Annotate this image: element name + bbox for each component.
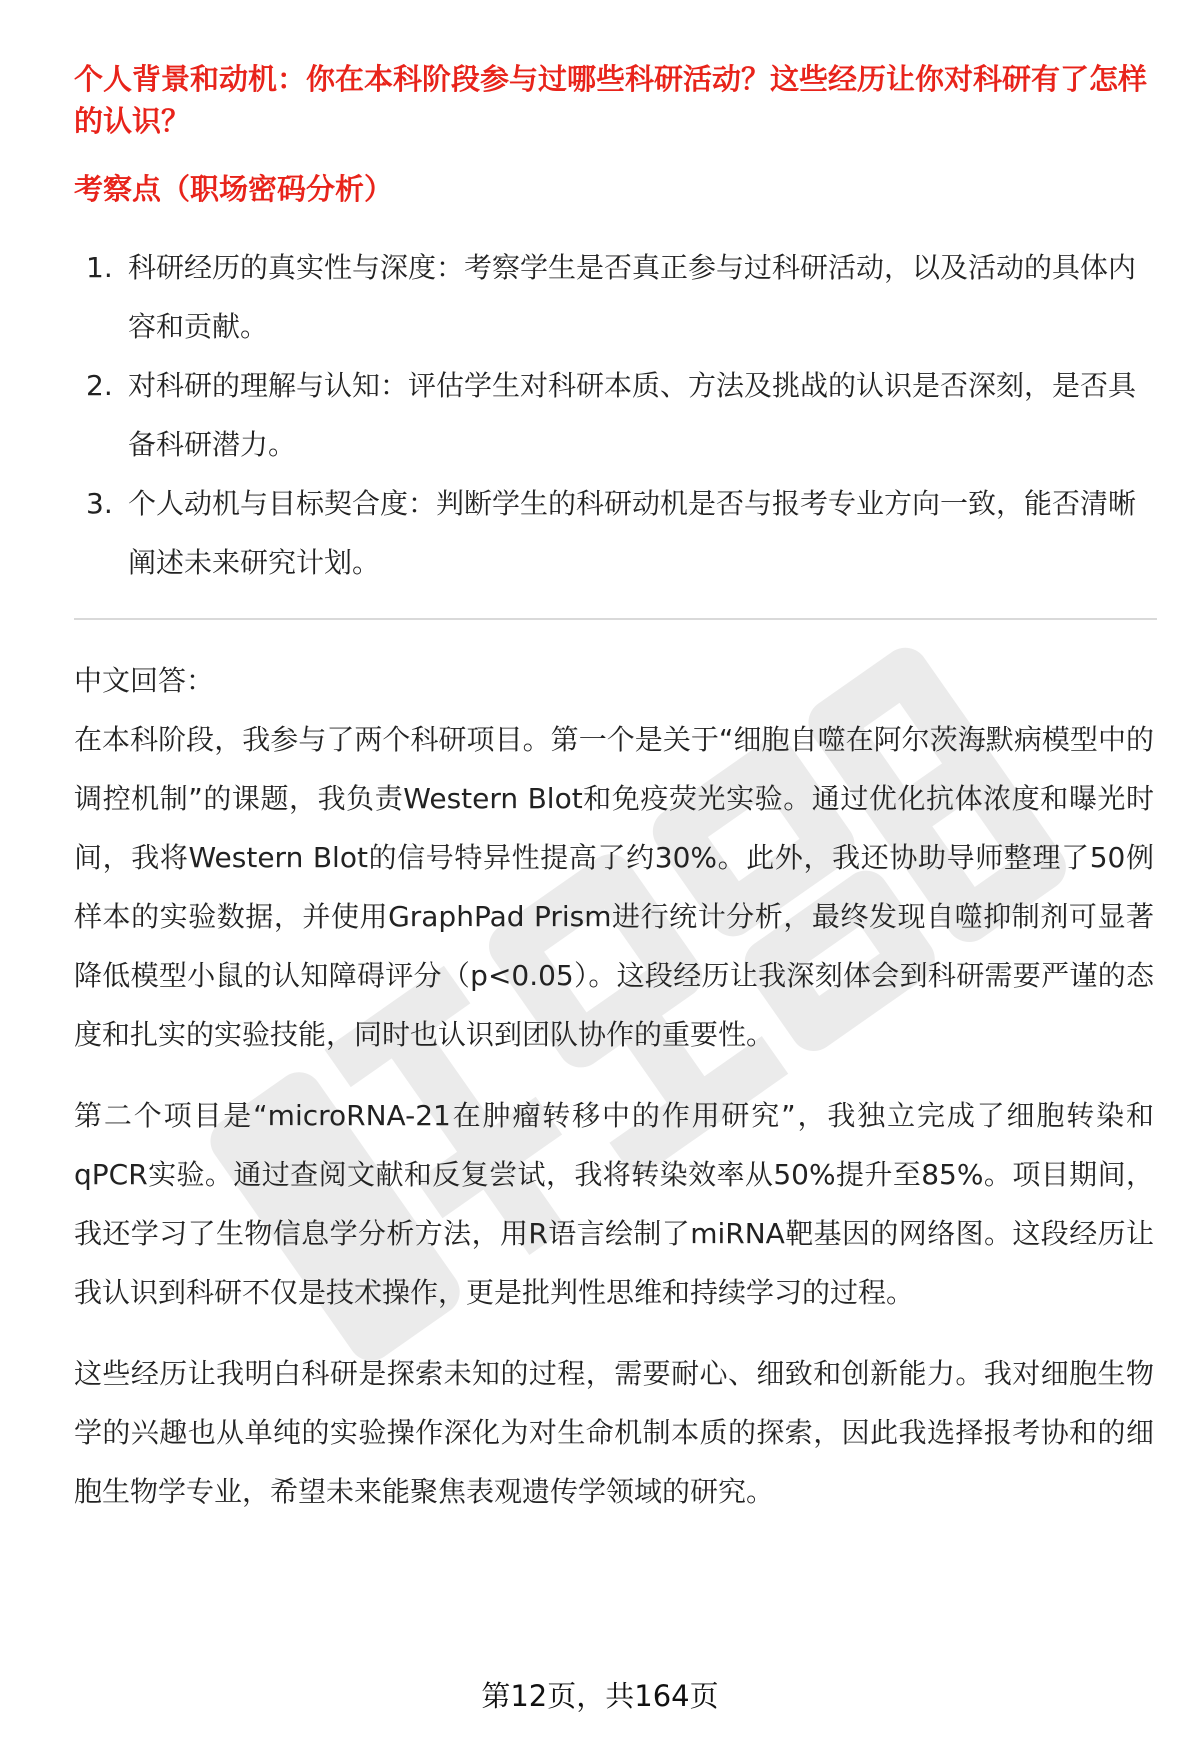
list-item-text: 对科研的理解与认知：评估学生对科研本质、方法及挑战的认识是否深刻，是否具备科研潜力。	[128, 369, 1137, 461]
list-item	[74, 238, 1154, 356]
question-heading: 个人背景和动机：你在本科阶段参与过哪些科研活动？这些经历让你对科研有了怎样的认识？	[74, 62, 1148, 138]
divider	[74, 618, 1157, 620]
answer-paragraph: 这些经历让我明白科研是探索未知的过程，需要耐心、细致和创新能力。我对细胞生物学的兴趣也从单纯的实验操作深化为对生命机制本质的探索，因此我选择报考协和的细胞生物学专业，希望未来能聚焦表观遗传学领域的研究。	[74, 1357, 1154, 1508]
list-item-text: 个人动机与目标契合度：判断学生的科研动机是否与报考专业方向一致，能否清晰阐述未来研究计划。	[128, 487, 1137, 579]
answer-paragraph: 第二个项目是“microRNA-21在肿瘤转移中的作用研究”，我独立完成了细胞转染和qPCR实验。通过查阅文献和反复尝试，我将转染效率从50%提升至85%。项目期间，我还学习了生物信息学分析方法，用R语言绘制了miRNA靶基因的网络图。这段经历让我认识到科研不仅是技术操作，更是批判性思维和持续学习的过程。	[74, 1099, 1154, 1309]
answer-label: 中文回答：	[74, 664, 215, 697]
list-item	[74, 356, 1154, 474]
list-item-number: 3.	[86, 487, 113, 520]
list-item-number: 2.	[86, 369, 113, 402]
list-item-text: 科研经历的真实性与深度：考察学生是否真正参与过科研活动，以及活动的具体内容和贡献。	[128, 251, 1137, 343]
assessment-points-list	[74, 238, 1154, 592]
list-item-number: 1.	[86, 251, 113, 284]
page-number-footer: 第12页，共164页	[481, 1679, 719, 1713]
document-content	[74, 58, 1154, 1521]
answer-paragraph: 在本科阶段，我参与了两个科研项目。第一个是关于“细胞自噬在阿尔茨海默病模型中的调控机制”的课题，我负责Western Blot和免疫荧光实验。通过优化抗体浓度和曝光时间，我将Western Blot的信号特异性提高了约30%。此外，我还协助导师整理了50例样本的实验数据，并使用GraphPad Prism进行统计分析，最终发现自噬抑制剂可显著降低模型小鼠的认知障碍评分（p<0.05）。这段经历让我深刻体会到科研需要严谨的态度和扎实的实验技能，同时也认识到团队协作的重要性。	[74, 723, 1154, 1051]
list-item	[74, 474, 1154, 592]
section-title: 考察点（职场密码分析）	[74, 172, 394, 206]
